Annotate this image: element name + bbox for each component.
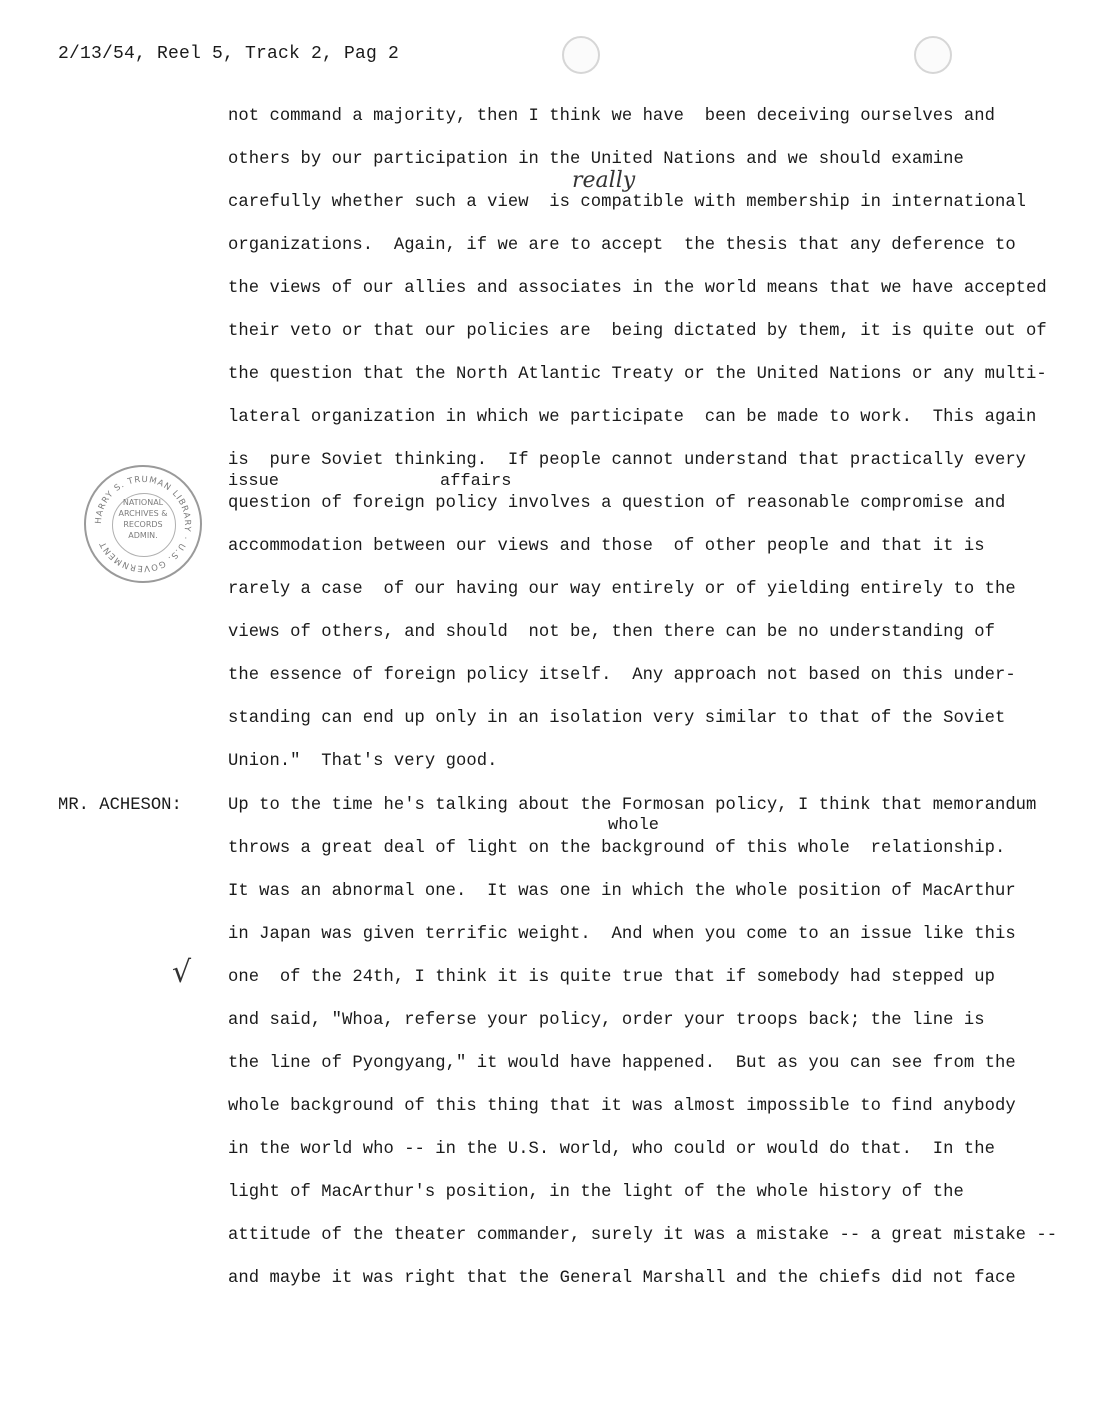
typed-insert-whole: whole <box>608 816 660 835</box>
text-line: the line of Pyongyang," it would have happened. But as you can see from the <box>228 1054 1016 1073</box>
text-line: in the world who -- in the U.S. world, who could or would do that. In the <box>228 1140 995 1159</box>
quoted-memorandum <box>228 104 1047 792</box>
stamp-center-text <box>86 497 200 541</box>
stamp-line: NATIONAL <box>122 498 164 507</box>
text-line: lateral organization in which we participate can be made to work. This again <box>228 408 1037 427</box>
stamp-line: RECORDS <box>123 520 163 529</box>
typed-insert-issue: issue <box>228 472 280 491</box>
text-line: accommodation between our views and those of other people and that it is <box>228 537 985 556</box>
punch-hole-icon <box>914 36 952 74</box>
text-line: not command a majority, then I think we have been deceiving ourselves and <box>228 107 995 126</box>
text-line: Union." That's very good. <box>228 752 498 771</box>
text-line: organizations. Again, if we are to accept the thesis that any deference to <box>228 236 1016 255</box>
typed-insert-affairs: affairs <box>440 472 512 491</box>
text-line: rarely a case of our having our way entirely or of yielding entirely to the <box>228 580 1016 599</box>
acheson-remarks <box>228 793 1057 1309</box>
text-line: others by our participation in the United Nations and we should examine <box>228 150 964 169</box>
text-line: carefully whether such a view is compatible with membership in international <box>228 193 1027 212</box>
text-line: It was an abnormal one. It was one in which the whole position of MacArthur <box>228 882 1016 901</box>
handwritten-insert-really: really <box>572 168 636 193</box>
text-line: and maybe it was right that the General Marshall and the chiefs did not face <box>228 1269 1016 1288</box>
text-line: Up to the time he's talking about the Formosan policy, I think that memorandum <box>228 796 1037 815</box>
text-line: views of others, and should not be, then there can be no understanding of <box>228 623 995 642</box>
stamp-ring-text: HARRY S. TRUMAN LIBRARY · U.S. GOVERNMENT <box>93 474 193 574</box>
text-line: their veto or that our policies are being dictated by them, it is quite out of <box>228 322 1047 341</box>
text-line: light of MacArthur's position, in the light of the whole history of the <box>228 1183 964 1202</box>
speaker-label: MR. ACHESON: <box>58 796 182 815</box>
checkmark-icon: √ <box>172 955 192 990</box>
page-header: 2/13/54, Reel 5, Track 2, Pag 2 <box>58 44 400 64</box>
text-line: the question that the North Atlantic Treaty or the United Nations or any multi- <box>228 365 1047 384</box>
library-stamp <box>84 465 202 583</box>
text-line: standing can end up only in an isolation very similar to that of the Soviet <box>228 709 1006 728</box>
stamp-line: ARCHIVES & <box>118 509 168 518</box>
text-line: throws a great deal of light on the background of this whole relationship. <box>228 839 1006 858</box>
text-line: the essence of foreign policy itself. Any approach not based on this under- <box>228 666 1016 685</box>
text-line: whole background of this thing that it was almost impossible to find anybody <box>228 1097 1016 1116</box>
text-line: the views of our allies and associates in the world means that we have accepted <box>228 279 1047 298</box>
text-line: attitude of the theater commander, surely it was a mistake -- a great mistake -- <box>228 1226 1058 1245</box>
text-line: and said, "Whoa, referse your policy, order your troops back; the line is <box>228 1011 985 1030</box>
text-line: one of the 24th, I think it is quite true that if somebody had stepped up <box>228 968 995 987</box>
punch-hole-icon <box>562 36 600 74</box>
stamp-line: ADMIN. <box>128 531 158 540</box>
text-line: in Japan was given terrific weight. And when you come to an issue like this <box>228 925 1016 944</box>
text-line: is pure Soviet thinking. If people cannot understand that practically every <box>228 451 1027 470</box>
text-line: question of foreign policy involves a question of reasonable compromise and <box>228 494 1006 513</box>
